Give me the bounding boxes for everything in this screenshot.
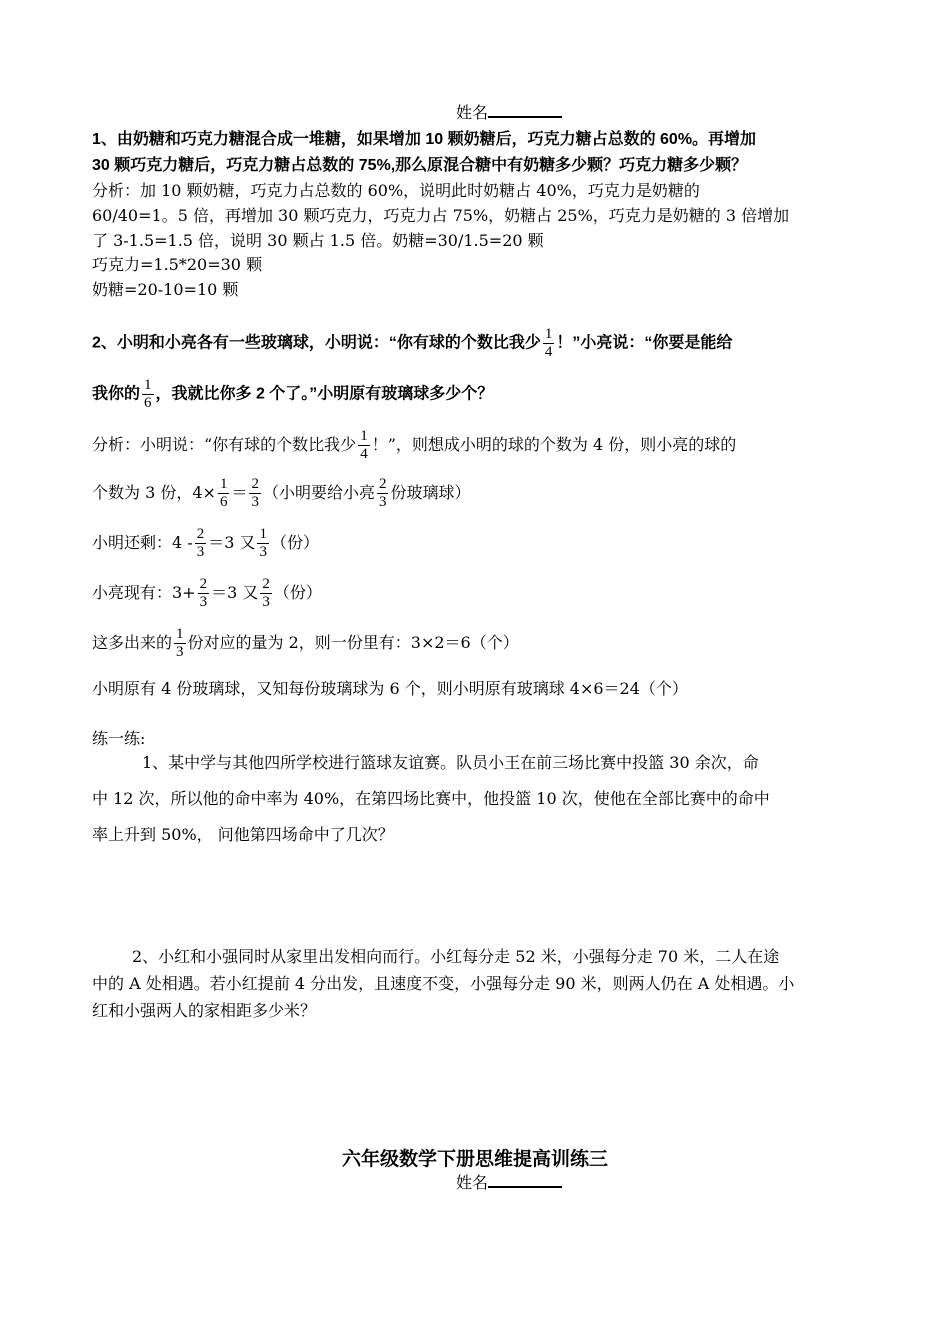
frac-num: 2 (378, 476, 387, 492)
page-title: 六年级数学下册思维提高训练三 (341, 1148, 608, 1170)
q2-analysis-6: 小明原有 4 份玻璃球，又知每份玻璃球为 6 个，则小明原有玻璃球 4×6＝24（个） (92, 679, 688, 698)
frac-num: 1 (544, 326, 553, 342)
fraction-one-quarter (358, 428, 370, 463)
q2-analysis-4 (92, 576, 322, 611)
q2-analysis-2-a: 个数为 3 份，4× (92, 483, 216, 502)
q2-analysis-4-a: 小亮现有：3+ (92, 583, 196, 602)
fraction-two-thirds (249, 476, 261, 511)
frac-den: 3 (378, 494, 387, 510)
name-field-bottom (456, 1170, 562, 1193)
q2-line-2-text-b: ，我就比你多 2 个了。”小明原有玻璃球多少个？ (155, 385, 494, 403)
q2-analysis-3-a: 小明还剩：4 - (92, 533, 193, 552)
practice-2-line-3: 红和小强两人的家相距多少米？ (92, 1001, 317, 1020)
q2-analysis-2 (92, 476, 471, 511)
fraction-one-sixth (142, 377, 154, 412)
frac-den: 4 (360, 446, 368, 462)
q1-line-2: 30 颗巧克力糖后，巧克力糖占总数的 75%,那么原混合糖中有奶糖多少颗？巧克力糖多少颗？ (92, 157, 748, 174)
fraction-one-third (174, 626, 186, 661)
q2-analysis-3 (92, 526, 319, 561)
practice-heading: 练一练: (92, 729, 146, 748)
frac-num: 1 (360, 428, 368, 444)
q2-line-1-text-b: ！”小亮说：“你要是能给 (556, 334, 733, 352)
frac-num: 1 (144, 377, 152, 393)
frac-num: 2 (262, 576, 270, 592)
q1-analysis-2: 60/40=1。5 倍，再增加 30 颗巧克力，巧克力占 75%，奶糖占 25%，巧克力是奶糖的 3 倍增加 (92, 206, 790, 225)
frac-num: 1 (259, 526, 267, 542)
q1-analysis-1: 分析：加 10 颗奶糖，巧克力占总数的 60%，说明此时奶糖占 40%，巧克力是奶糖的 (92, 181, 700, 200)
frac-den: 3 (176, 644, 184, 660)
name-label: 姓名 (456, 103, 489, 122)
q2-analysis-1-a: 分析：小明说：“你有球的个数比我少 (92, 435, 357, 454)
practice-1-line-2: 中 12 次，所以他的命中率为 40%，在第四场比赛中，他投篮 10 次，使他在全部比赛中的命中 (92, 789, 770, 808)
fraction-two-thirds (260, 576, 272, 611)
frac-num: 2 (196, 526, 205, 542)
q2-line-1-text-a: 2、小明和小亮各有一些玻璃球，小明说：“你有球的个数比我少 (92, 334, 541, 352)
q2-analysis-1 (92, 428, 736, 463)
q2-analysis-4-c: （份） (273, 583, 322, 602)
frac-num: 1 (219, 476, 228, 492)
name-blank (488, 102, 562, 118)
frac-den: 4 (544, 344, 553, 360)
fraction-two-thirds (377, 476, 389, 511)
q1-analysis-4: 巧克力=1.5*20=30 颗 (92, 255, 263, 274)
frac-den: 3 (259, 544, 267, 560)
q2-analysis-2-d: 份玻璃球） (390, 483, 471, 502)
frac-den: 3 (196, 544, 205, 560)
frac-den: 3 (262, 594, 270, 610)
q2-analysis-5-b: 份对应的量为 2，则一份里有：3×2＝6（个） (187, 633, 519, 652)
q1-line-1: 1、由奶糖和巧克力糖混合成一堆糖，如果增加 10 颗奶糖后，巧克力糖占总数的 60%。再增加 (92, 131, 757, 148)
fraction-two-thirds (198, 576, 210, 611)
fraction-one-third (257, 526, 269, 561)
frac-den: 3 (251, 494, 259, 510)
frac-num: 1 (176, 626, 184, 642)
fraction-two-thirds (195, 526, 207, 561)
q2-analysis-2-b: ＝ (231, 483, 248, 502)
name-field-top (456, 100, 562, 123)
frac-num: 2 (199, 576, 208, 592)
fraction-one-quarter (543, 326, 555, 361)
q2-line-2-text-a: 我你的 (92, 385, 141, 403)
q2-analysis-3-c: （份） (270, 533, 319, 552)
name-blank (488, 1172, 562, 1188)
frac-den: 3 (199, 594, 208, 610)
q2-analysis-2-c: （小明要给小亮 (262, 483, 375, 502)
q2-analysis-5-a: 这多出来的 (92, 633, 173, 652)
q2-analysis-1-b: ！”，则想成小明的球的个数为 4 份，则小亮的球的 (371, 435, 737, 454)
name-label: 姓名 (456, 1173, 489, 1192)
q2-line-2 (92, 377, 493, 412)
practice-1-line-3: 率上升到 50%， 问他第四场命中了几次？ (92, 825, 394, 844)
frac-num: 2 (251, 476, 259, 492)
practice-2-line-2: 中的 A 处相遇。若小红提前 4 分出发，且速度不变，小强每分走 90 米，则两人仍在 A 处相遇。小 (92, 974, 795, 993)
q2-line-1 (92, 326, 732, 361)
frac-den: 6 (144, 395, 152, 411)
q2-analysis-3-b: ＝3 又 (208, 533, 256, 552)
q2-analysis-5 (92, 626, 519, 661)
q1-analysis-5: 奶糖=20-10=10 颗 (92, 280, 239, 299)
fraction-one-sixth (218, 476, 230, 511)
frac-den: 6 (219, 494, 228, 510)
q2-analysis-4-b: ＝3 又 (211, 583, 259, 602)
practice-2-line-1: 2、小红和小强同时从家里出发相向而行。小红每分走 52 米，小强每分走 70 米，二人在途 (132, 947, 780, 966)
practice-1-line-1: 1、某中学与其他四所学校进行篮球友谊赛。队员小王在前三场比赛中投篮 30 余次，命 (142, 753, 759, 772)
q1-analysis-3: 了 3-1.5=1.5 倍，说明 30 颗占 1.5 倍。奶糖=30/1.5=20 颗 (92, 231, 544, 250)
